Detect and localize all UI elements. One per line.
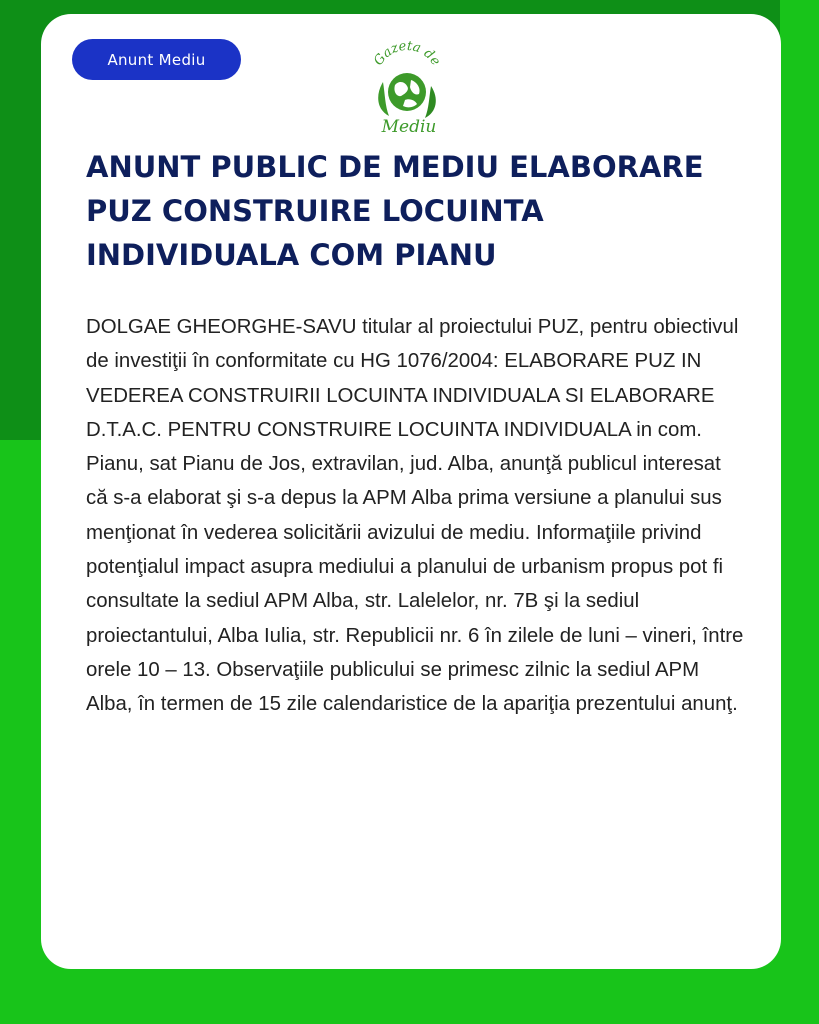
announcement-card bbox=[41, 14, 781, 969]
announcement-title: ANUNT PUBLIC DE MEDIU ELABORARE PUZ CONSTRUIRE LOCUINTA INDIVIDUALA COM PIANU bbox=[86, 150, 704, 272]
category-badge[interactable]: Anunt Mediu bbox=[72, 39, 241, 80]
announcement-body: DOLGAE GHEORGHE-SAVU titular al proiectului PUZ, pentru obiectivul de investiţii în conformitate cu HG 1076/2004: ELABORARE PUZ IN VEDEREA CONSTRUIRII LOCUINTA INDIVIDUALA SI ELABORARE D.T.A.C. PENTRU CONSTRUIRE LOCUINTA INDIVIDUALA in com. Pianu, sat Pianu de Jos, extravilan, jud. Alba, anunţă publicul interesat că s-a elaborat şi s-a depus la APM Alba prima versiune a planului sus menţionat în vederea solicitării avizului de mediu. Informaţiile privind potenţialul impact asupra mediului a planului de urbanism propus pot fi consultate la sediul APM Alba, str. Lalelelor, nr. 7B şi la sediul proiectantului, Alba Iulia, str. Republicii nr. 6 în zilele de luni – vineri, între orele 10 – 13. Observaţiile publicului se primesc zilnic la sediul APM Alba, în termen de 15 zile calendaristice de la apariţia prezentului anunţ. bbox=[86, 316, 744, 716]
logo-bottom-text: Mediu bbox=[381, 117, 437, 137]
logo-top-text: Gazeta de bbox=[371, 40, 444, 69]
gazeta-de-mediu-logo bbox=[355, 40, 459, 138]
